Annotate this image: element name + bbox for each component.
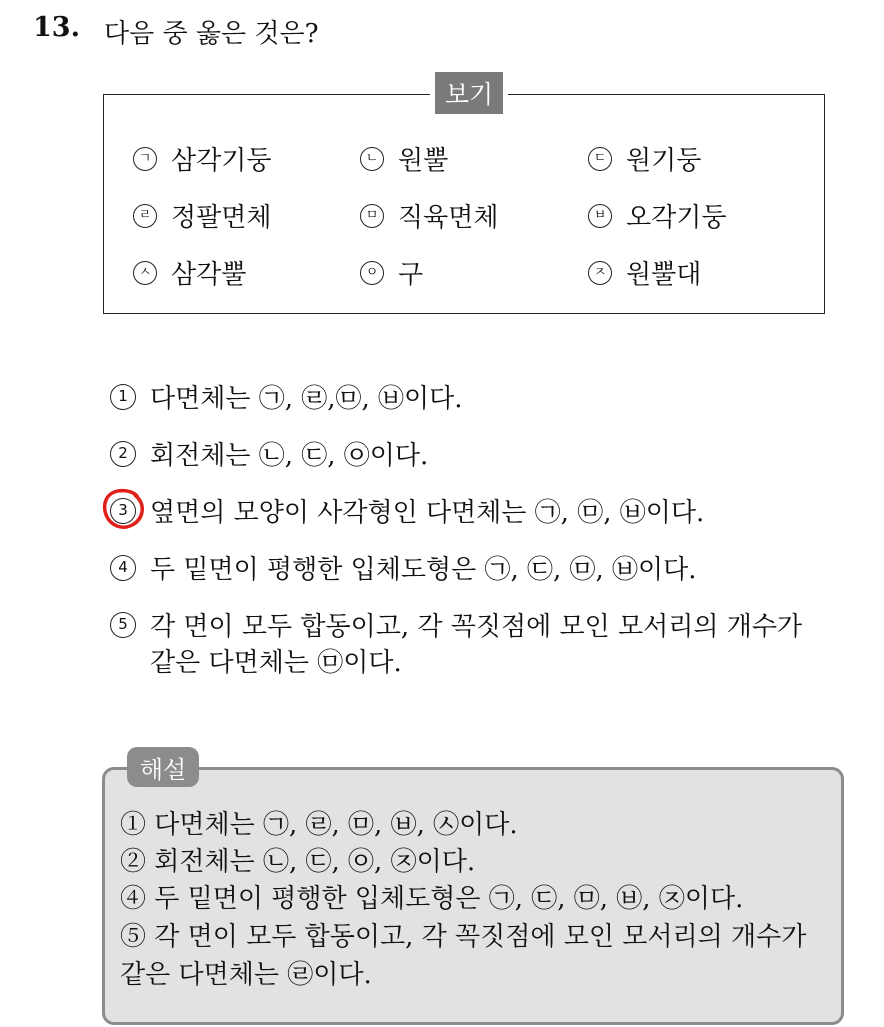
bogi-item-jieut — [588, 254, 701, 291]
bogi-label: 원뿔 — [398, 146, 449, 176]
bogi-title: 보기 — [430, 72, 508, 114]
explanation-title: 해설 — [127, 747, 199, 787]
bogi-mark: ㅇ — [360, 261, 384, 285]
question-text: 다음 중 옳은 것은? — [104, 19, 319, 49]
choice-2[interactable] — [110, 435, 428, 472]
bogi-label: 원뿔대 — [626, 260, 702, 290]
choice-text: 두 밑면이 평행한 입체도형은 ㉠, ㉢, ㉤, ㉥이다. — [150, 555, 697, 585]
bogi-label: 구 — [398, 260, 424, 290]
choice-number: 4 — [110, 555, 136, 581]
explanation-line: 같은 다면체는 ㉣이다. — [120, 960, 372, 990]
choice-5-continuation: 같은 다면체는 ㉤이다. — [150, 648, 402, 678]
bogi-item-siot — [133, 254, 246, 291]
choice-5[interactable] — [110, 606, 802, 643]
explanation-line: ② 회전체는 ㉡, ㉢, ㉧, ㉨이다. — [120, 847, 476, 877]
bogi-mark: ㄱ — [133, 147, 157, 171]
question-number: 13. — [33, 12, 80, 43]
bogi-item-nieun — [360, 140, 448, 177]
choice-number: 3 — [110, 498, 136, 524]
choice-number: 5 — [110, 612, 136, 638]
choice-text: 회전체는 ㉡, ㉢, ㉧이다. — [150, 441, 429, 471]
bogi-item-giyeok — [133, 140, 271, 177]
bogi-label: 삼각기둥 — [171, 146, 272, 176]
explanation-line: ⑤ 각 면이 모두 합동이고, 각 꼭짓점에 모인 모서리의 개수가 — [120, 922, 807, 952]
choice-number: 1 — [110, 384, 136, 410]
bogi-label: 직육면체 — [398, 203, 499, 233]
choice-3[interactable] — [110, 492, 704, 529]
explanation-line: ④ 두 밑면이 평행한 입체도형은 ㉠, ㉢, ㉤, ㉥, ㉨이다. — [120, 884, 744, 914]
explanation-line: ① 다면체는 ㉠, ㉣, ㉤, ㉥, ㉦이다. — [120, 810, 518, 840]
choice-text: 다면체는 ㉠, ㉣,㉤, ㉥이다. — [150, 384, 463, 414]
choice-text: 옆면의 모양이 사각형인 다면체는 ㉠, ㉤, ㉥이다. — [150, 498, 705, 528]
bogi-label: 원기둥 — [626, 146, 702, 176]
bogi-mark: ㄷ — [588, 147, 612, 171]
bogi-label: 정팔면체 — [171, 203, 272, 233]
answer-mark-circle — [101, 486, 145, 530]
choice-4[interactable] — [110, 549, 697, 586]
bogi-item-digeut — [588, 140, 701, 177]
bogi-label: 오각기둥 — [626, 203, 727, 233]
choice-number: 2 — [110, 441, 136, 467]
bogi-item-mieum — [360, 197, 498, 234]
choice-text: 각 면이 모두 합동이고, 각 꼭짓점에 모인 모서리의 개수가 — [150, 612, 803, 642]
bogi-item-bieup — [588, 197, 726, 234]
bogi-mark: ㅅ — [133, 261, 157, 285]
choice-1[interactable] — [110, 378, 463, 415]
bogi-item-ieung — [360, 254, 423, 291]
bogi-mark: ㄹ — [133, 204, 157, 228]
bogi-mark: ㅁ — [360, 204, 384, 228]
bogi-item-rieul — [133, 197, 271, 234]
bogi-mark: ㅈ — [588, 261, 612, 285]
bogi-label: 삼각뿔 — [171, 260, 247, 290]
bogi-mark: ㄴ — [360, 147, 384, 171]
bogi-mark: ㅂ — [588, 204, 612, 228]
